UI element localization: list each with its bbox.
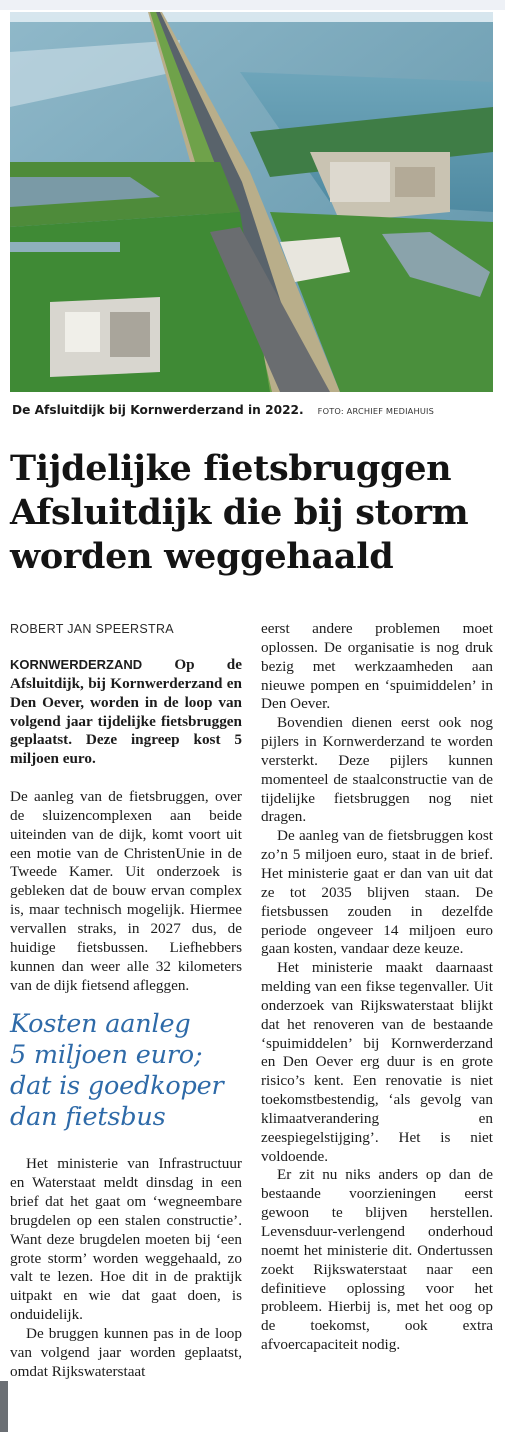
body-paragraph: Het ministerie van Infrastructuur en Waterstaat meldt dinsdag in een brief dat het gaat om ‘wegneembare brugdelen op een stalen constructie’. Want deze brugdelen moeten bij ‘een grote storm’ worden weggehaald, zo valt te lezen. Hoe dit in de praktijk uitpakt en wie dat gaat doen, is onduidelijk. [10,1155,242,1324]
pull-quote-line: Kosten aanleg [10,1009,191,1040]
body-paragraph: eerst andere problemen moet oplossen. De organisatie is nog druk bezig met werkzaamheden aan nieuwe pompen en ‘spuimiddelen’ in Den Oever. [261,620,493,713]
top-bar [0,0,505,10]
dateline: KORNWERDERZAND [10,657,143,672]
page-edge-marker [0,1381,8,1432]
pull-quote-line: dat is goedkoper [10,1071,224,1102]
body-paragraph: Bovendien dienen eerst ook nog pijlers in Kornwerderzand te worden versterkt. Deze pijlers kunnen momenteel de staalconstructie van de tijdelijke fietsbruggen nog niet dragen. [261,714,493,826]
photo-credit: FOTO: ARCHIEF MEDIAHUIS [317,406,435,416]
lead-paragraph [10,656,242,769]
body-paragraph: De bruggen kunnen pas in de loop van volgend jaar worden geplaatst, omdat Rijkswaterstaat [10,1324,242,1380]
article-column-left [10,620,242,1381]
pull-quote-line: dan fietsbus [10,1102,166,1133]
lead-text: Op de Afsluitdijk, bij Kornwerderzand en Den Oever, worden in de loop van volgend jaar tijdelijke fietsbruggen geplaatst. Deze ingreep kost 5 miljoen euro. [10,656,242,768]
body-paragraph: De aanleg van de fietsbruggen, over de sluizencomplexen aan beide uiteinden van de dijk, komt voort uit een motie van de ChristenUnie in de Tweede Kamer. Uit onderzoek is gebleken dat de bouw ervan complex is, maar technisch mogelijk. Hiermee vervallen straks, in 2027 dus, de huidige fietsbussen. Liefhebbers kunnen dan weer alle 32 kilometers van de dijk fietsend afleggen. [10,788,242,994]
headline-line-1: Tijdelijke fietsbruggen [10,448,452,489]
byline: ROBERT JAN SPEERSTRA [10,622,174,636]
photo-caption [12,399,492,415]
headline-line-3: worden weggehaald [10,536,394,577]
headline-line-2: Afsluitdijk die bij storm [10,492,469,533]
pull-quote [10,1009,242,1133]
body-paragraph: De aanleg van de fietsbruggen kost zo’n 5 miljoen euro, staat in de brief. Het ministerie gaat er dan van uit dat ze tot 2035 blijven staan. De fietsbussen zouden in dezelfde periode ongeveer 14 miljoen euro gaan kosten, vandaar deze keuze. [261,827,493,958]
article-photo [10,12,493,392]
article-headline [10,447,500,579]
caption-text: De Afsluitdijk bij Kornwerderzand in 2022. [12,403,304,417]
body-paragraph: Het ministerie maakt daarnaast melding van een fikse tegenvaller. Uit onderzoek van Rijkswaterstaat blijkt dat het renoveren van de bestaande ‘spuimiddelen’ bij Kornwerderzand en Den Oever erg duur is en grote risico’s kent. Een renovatie is niet toekomstbestendig, ‘als gevolg van klimaatverandering en zeespiegelstijging’. Het is niet voldoende. [261,959,493,1165]
article-column-right [261,620,493,1355]
body-paragraph: Er zit nu niks anders op dan de bestaande voorzieningen eerst gewoon te blijven herstellen. Levensduur-verlengend onderhoud noemt het ministerie dit. Ondertussen zoekt Rijkswaterstaat naar een definitieve oplossing voor het probleem. Hierbij is, met het oog op de toekomst, ook extra afvoercapaciteit nodig. [261,1166,493,1354]
pull-quote-line: 5 miljoen euro; [10,1040,203,1071]
